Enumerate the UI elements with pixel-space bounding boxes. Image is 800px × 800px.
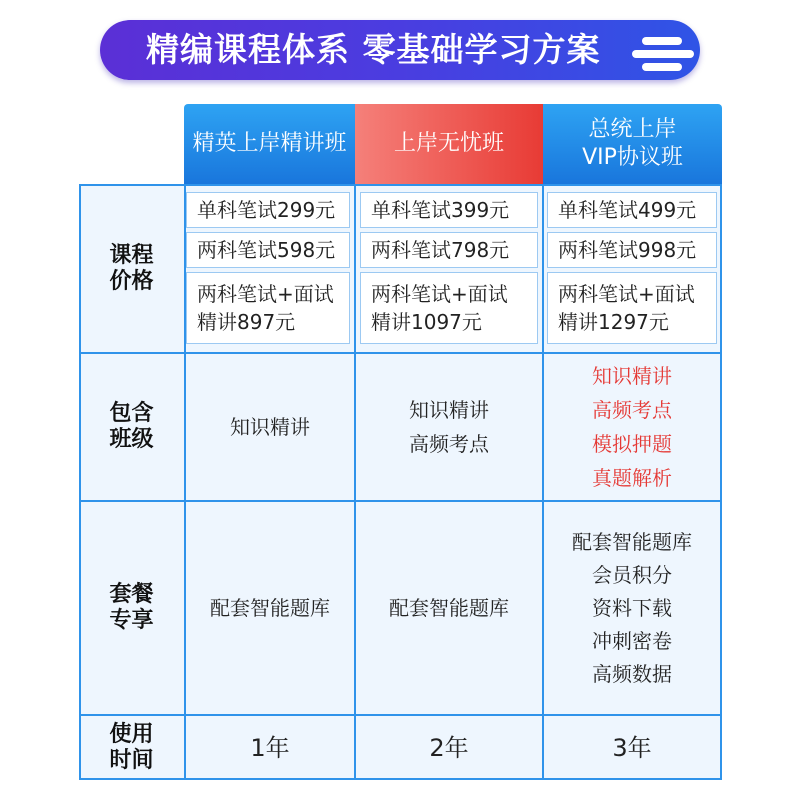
price-cell: 两科笔试+面试 精讲1097元: [360, 272, 538, 344]
banner-stripe-icon: [642, 37, 682, 45]
column-header-label: 精英上岸精讲班: [192, 131, 347, 156]
price-cell: 两科笔试798元: [360, 232, 538, 268]
package-cell: 配套智能题库: [210, 596, 330, 620]
banner-title: 精编课程体系 零基础学习方案: [146, 30, 601, 69]
price-cell: 两科笔试598元: [186, 232, 350, 268]
duration-cell: 2年: [429, 734, 469, 762]
classes-cell: 知识精讲: [230, 415, 310, 439]
title-banner: [100, 20, 700, 80]
column-header-elite: [184, 104, 355, 184]
row-label-duration: 使用 时间: [109, 722, 154, 773]
banner-stripe-icon: [632, 50, 694, 58]
classes-cell-highlight: 知识精讲 高频考点 模拟押题 真题解析: [592, 364, 672, 490]
classes-cell: 知识精讲 高频考点: [409, 398, 489, 456]
column-header-worry-free: [355, 104, 543, 184]
column-header-label: VIP协议班: [582, 145, 683, 170]
price-cell: 单科笔试499元: [547, 192, 717, 228]
row-label-classes: 包含 班级: [109, 401, 154, 452]
banner-stripe-icon: [642, 63, 682, 71]
price-cell: 两科笔试+面试 精讲897元: [186, 272, 350, 344]
package-cell: 配套智能题库 会员积分 资料下载 冲刺密卷 高频数据: [572, 529, 692, 686]
column-header-vip: [543, 104, 722, 184]
row-label-price: 课程 价格: [109, 243, 154, 294]
row-label-package: 套餐 专享: [109, 582, 154, 633]
price-cell: 两科笔试998元: [547, 232, 717, 268]
package-cell: 配套智能题库: [389, 596, 509, 620]
price-cell: 单科笔试399元: [360, 192, 538, 228]
column-header-label: 上岸无忧班: [393, 131, 504, 156]
column-header-label: 总统上岸: [588, 117, 677, 142]
duration-cell: 1年: [250, 734, 290, 762]
price-cell: 两科笔试+面试 精讲1297元: [547, 272, 717, 344]
duration-cell: 3年: [612, 734, 652, 762]
price-cell: 单科笔试299元: [186, 192, 350, 228]
